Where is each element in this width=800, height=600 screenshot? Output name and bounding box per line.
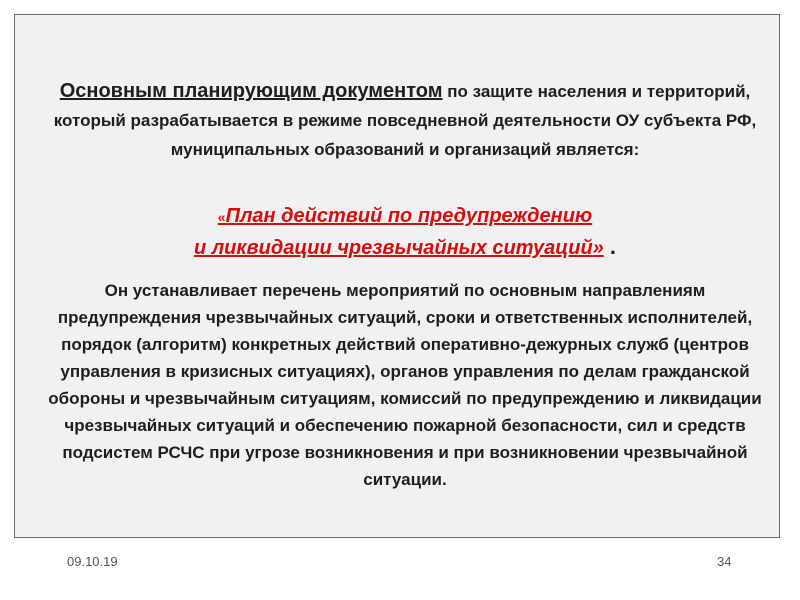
intro-paragraph: [45, 77, 765, 164]
intro-lead-text: Основным планирующим документом: [59, 80, 443, 102]
slide-frame: [14, 14, 780, 538]
footer-page-number: 34: [717, 554, 732, 569]
plan-dot: .: [603, 234, 617, 259]
plan-title-line1: [218, 205, 592, 227]
intro-rest-text: по защите населения и территорий, который разрабатывается в режиме повседневной деятельности ОУ субъекта РФ, муниципальных образований и организаций является:: [53, 82, 757, 159]
plan-line1-text: План действий по предупреждению: [225, 205, 593, 227]
plan-open-quote: «: [217, 209, 226, 225]
body-paragraph: Он устанавливает перечень мероприятий по основным направлениям предупреждения чрезвычайных ситуаций, сроки и ответственных исполнителей, порядок (алгоритм) конкретных действий оперативно-дежурных служб (центров управления в кризисных ситуациях), органов управления по делам гражданской обороны и чрезвычайным ситуациям, комиссий по предупреждению и ликвидации чрезвычайных ситуаций и обеспечению пожарной безопасности, сил и средств подсистем РСЧС при угрозе возникновения и при возникновении чрезвычайной ситуации.: [48, 281, 762, 489]
plan-close-quote: »: [592, 237, 604, 259]
footer-date: 09.10.19: [67, 554, 118, 569]
plan-title-line2: [194, 237, 604, 259]
plan-title: [45, 201, 765, 263]
plan-line2-text: и ликвидации чрезвычайных ситуаций: [193, 237, 593, 259]
